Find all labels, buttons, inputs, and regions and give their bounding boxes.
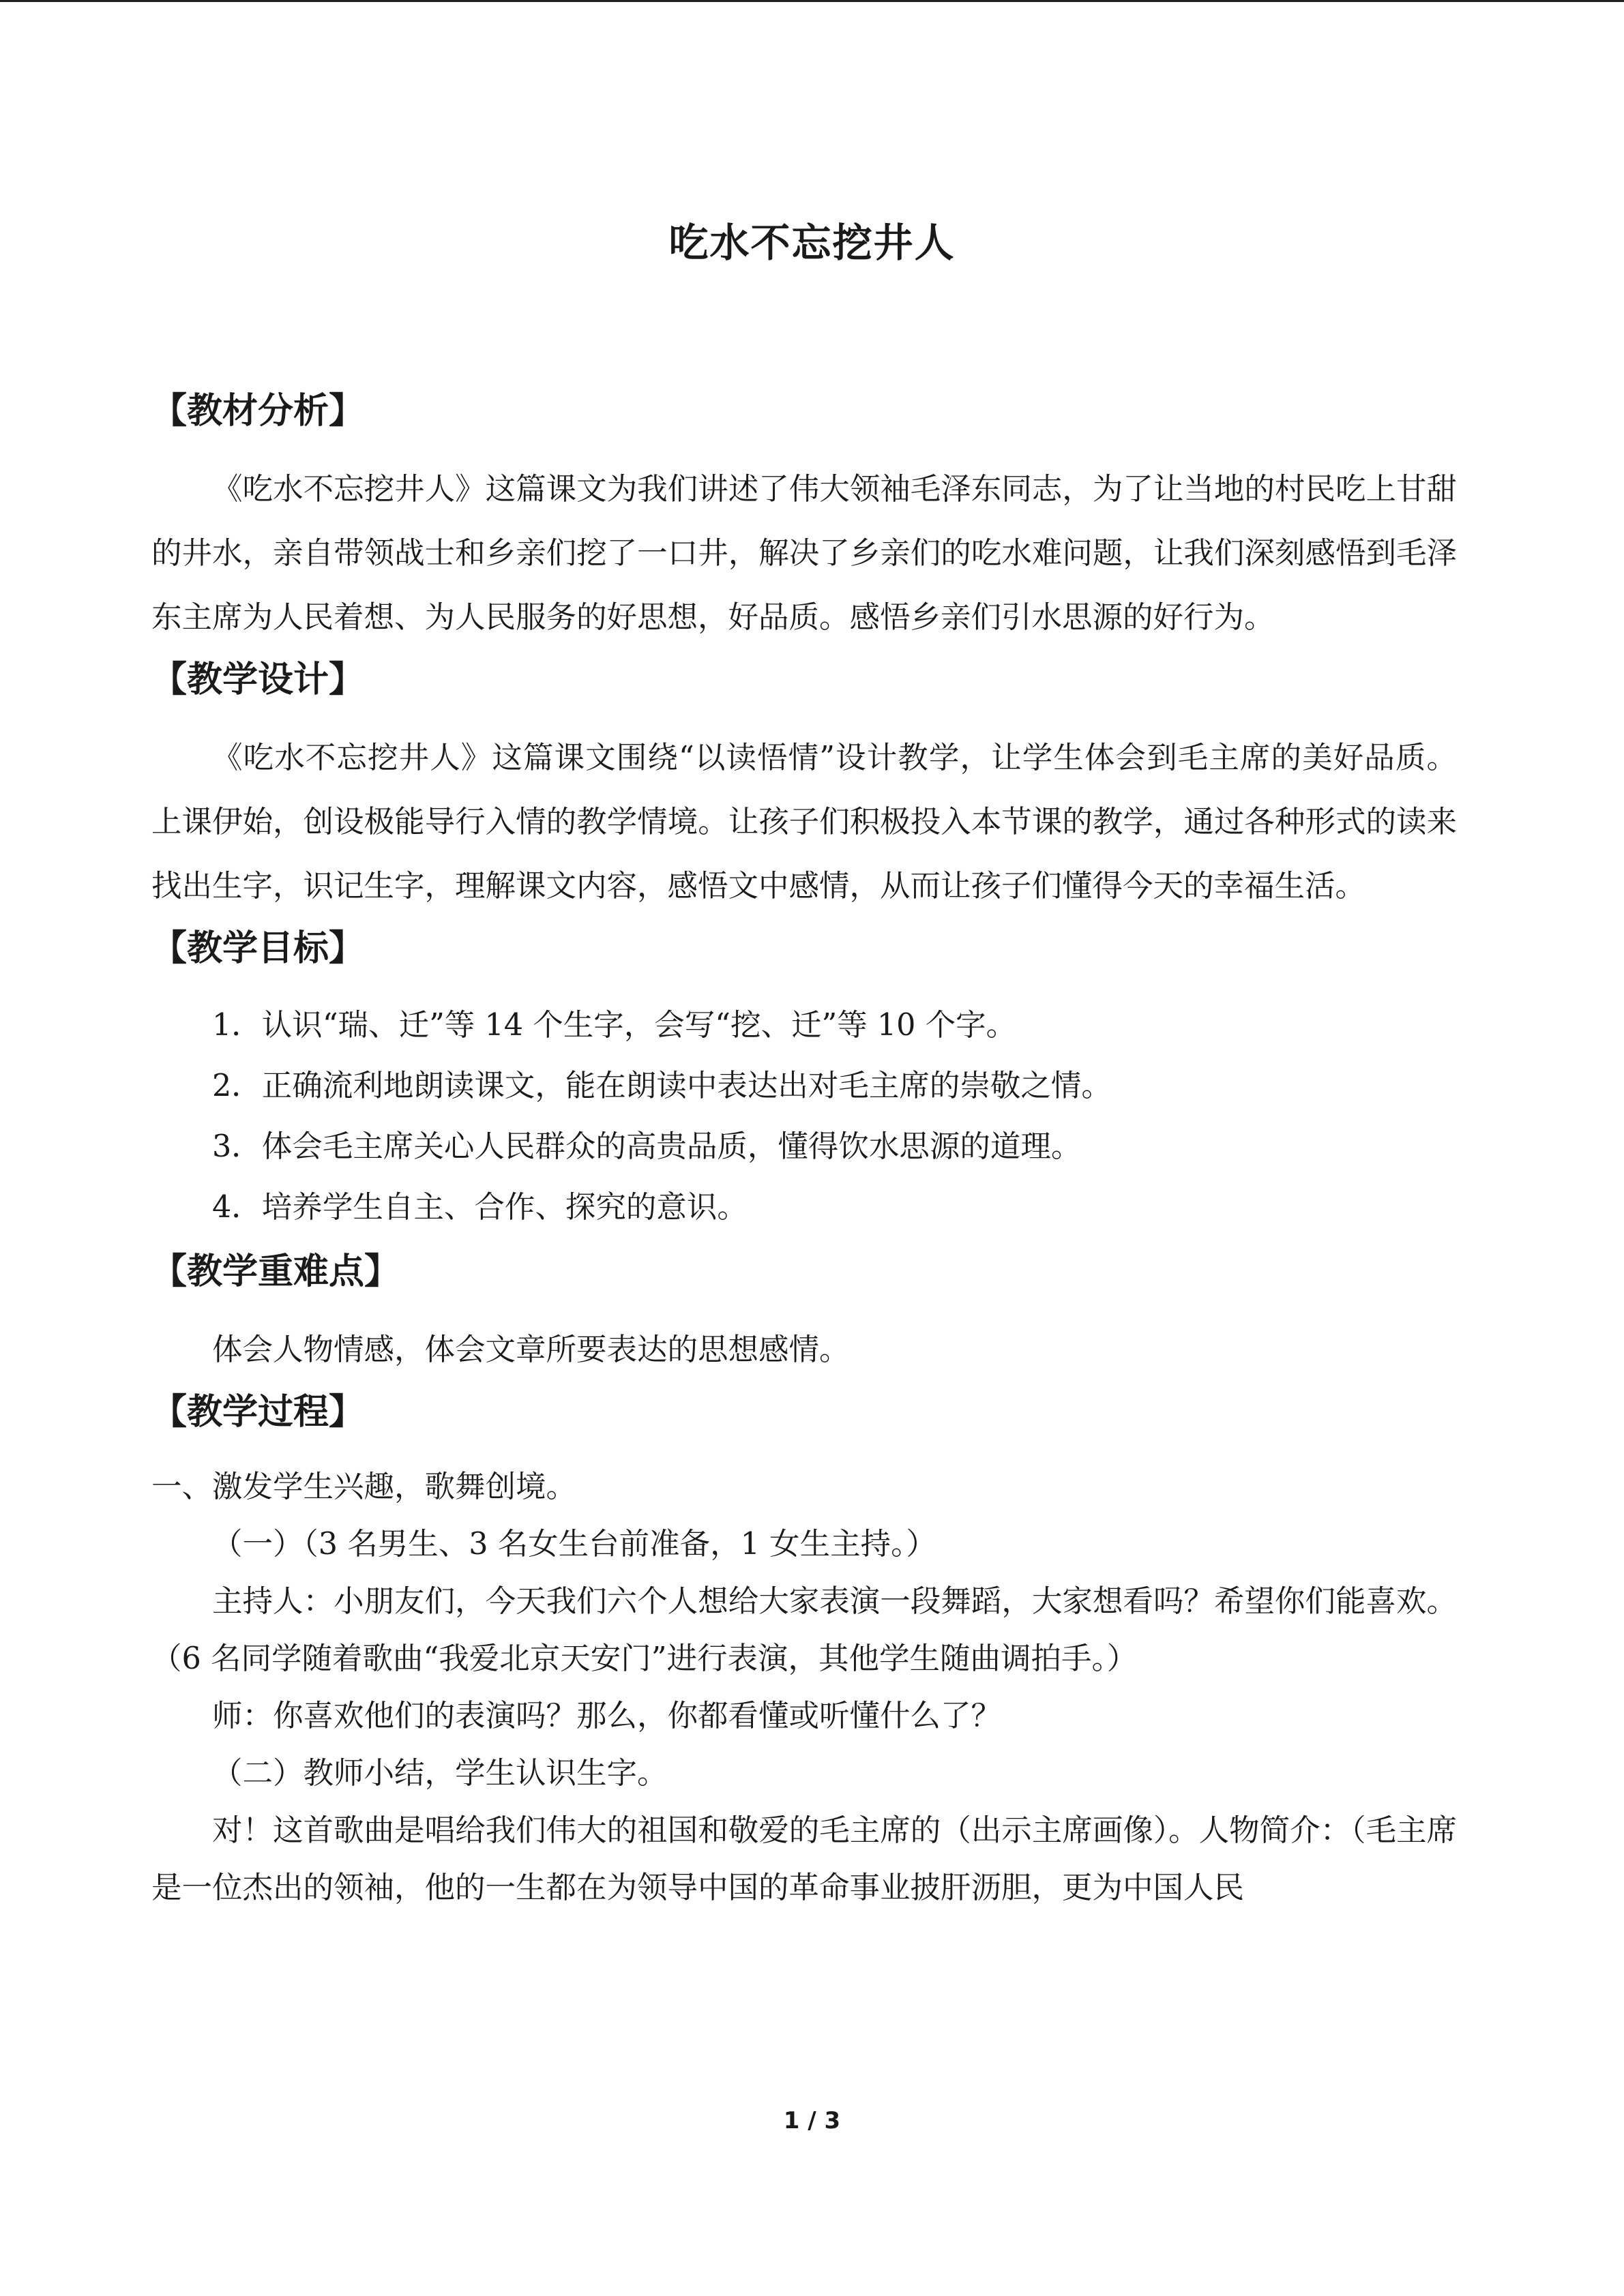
goal-item: 1．认识“瑞、迁”等 14 个生字，会写“挖、迁”等 10 个字。 <box>212 1008 1017 1043</box>
analysis-paragraph: 《吃水不忘挖井人》这篇课文为我们讲述了伟大领袖毛泽东同志，为了让当地的村民吃上甘甜的井水，亲自带领战士和乡亲们挖了一口井，解决了乡亲们的吃水难问题，让我们深刻感悟到毛泽东主席为人民着想、为人民服务的好思想，好品质。感悟乡亲们引水思源的好行为。 <box>151 472 1457 635</box>
goal-item: 3．体会毛主席关心人民群众的高贵品质，懂得饮水思源的道理。 <box>212 1129 1082 1164</box>
process-step-1: 一、激发学生兴趣，歌舞创境。 <box>151 1470 577 1504</box>
process-teacher-text: 师：你喜欢他们的表演吗？那么，你都看懂或听懂什么了？ <box>212 1699 1002 1733</box>
process-intro-text: 对！这首歌曲是唱给我们伟大的祖国和敬爱的毛主席的（出示主席画像）。人物简介：（毛主席是一位杰出的领袖，他的一生都在为领导中国的革命事业披肝沥胆，更为中国人民 <box>151 1813 1457 1905</box>
section-heading-key-points: 【教学重难点】 <box>151 1251 400 1292</box>
key-points-paragraph: 体会人物情感，体会文章所要表达的思想感情。 <box>212 1332 850 1367</box>
goal-item: 4．培养学生自主、合作、探究的意识。 <box>212 1190 748 1225</box>
section-heading-goals: 【教学目标】 <box>151 928 365 969</box>
page-number: 1 / 3 <box>783 2107 841 2134</box>
goals-list <box>151 995 1457 1238</box>
process-host-text: 主持人：小朋友们，今天我们六个人想给大家表演一段舞蹈，大家想看吗？希望你们能喜欢。（6 名同学随着歌曲“我爱北京天安门”进行表演，其他学生随曲调拍手。） <box>151 1584 1457 1676</box>
page-title: 吃水不忘挖井人 <box>668 220 956 266</box>
document-body <box>151 384 1457 1917</box>
design-paragraph: 《吃水不忘挖井人》这篇课文围绕“以读悟情”设计教学，让学生体会到毛主席的美好品质。上课伊始，创设极能导行入情的教学情境。让孩子们积极投入本节课的教学，通过各种形式的读来找出生字，识记生字，理解课文内容，感悟文中感情，从而让孩子们懂得今天的幸福生活。 <box>151 741 1457 904</box>
process-sub-1: （一）（3 名男生、3 名女生台前准备，1 女生主持。） <box>212 1527 936 1562</box>
process-sub-2: （二）教师小结，学生认识生字。 <box>212 1756 668 1791</box>
section-heading-process: 【教学过程】 <box>151 1392 365 1433</box>
section-heading-design: 【教学设计】 <box>151 659 365 700</box>
section-heading-analysis: 【教材分析】 <box>151 391 365 432</box>
goal-item: 2．正确流利地朗读课文，能在朗读中表达出对毛主席的崇敬之情。 <box>212 1069 1112 1103</box>
